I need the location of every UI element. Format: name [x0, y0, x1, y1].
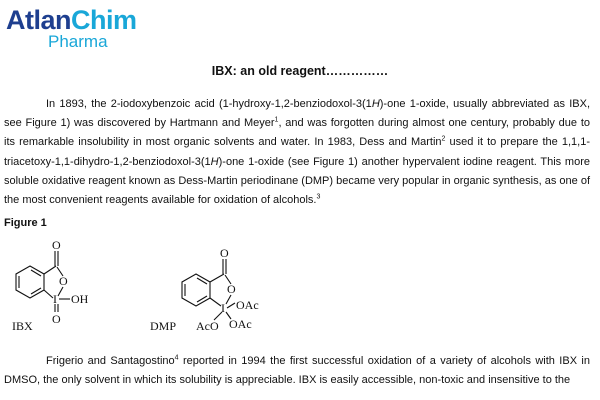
dmp-oac-1: OAc [236, 298, 259, 312]
ibx-benzene-ring [16, 266, 44, 298]
ref-1: 1 [274, 116, 279, 124]
ibx-hydroxyl: OH [71, 292, 89, 306]
ref-2: 2 [441, 135, 446, 143]
frigerio-paragraph [4, 352, 590, 390]
p1-text-4: used it to prepare the 1,1,1-triacetoxy-1,1-dihydro-1,2-benziodoxol-3(1 [4, 136, 590, 168]
dmp-c-carbonyl-bond [210, 274, 224, 282]
dmp-i-oac1-bond [227, 303, 235, 308]
ibx-ring-i-bond [44, 290, 53, 298]
dmp-name: DMP [150, 319, 177, 333]
atlanchim-logo [6, 2, 137, 54]
p1-italic-h-1: H [371, 98, 380, 110]
page-title: IBX: an old reagent…………… [211, 64, 389, 78]
ibx-iodine: I [53, 292, 57, 306]
dmp-oac-3: OAc [229, 317, 252, 331]
p1-text-2: )-one 1-oxide, usually abbreviated as IBX, see Figure 1) was discovered by Hartmann and Meyer [4, 98, 590, 130]
ibx-name: IBX [12, 319, 33, 333]
logo-wordmark [6, 6, 137, 34]
dmp-ring-o: O [227, 282, 236, 296]
ibx-oxide-o: O [52, 312, 61, 326]
p1-text-3: , and was forgotten during almost one century, probably due to its remarkable insolubility in most organic solvents and water. In 1983, Dess and Martin [4, 117, 590, 149]
figure-label: Figure 1 [4, 217, 47, 229]
figure-1-structures [0, 230, 600, 350]
ibx-ring-o: O [59, 274, 68, 288]
ref-4: 4 [174, 354, 179, 362]
ibx-c-carbonyl-bond [44, 266, 56, 274]
ref-3: 3 [316, 193, 321, 201]
dmp-iodine: I [221, 301, 225, 315]
intro-paragraph [4, 95, 590, 210]
dmp-benzene-ring [182, 274, 210, 306]
ibx-carbonyl-o: O [52, 238, 61, 252]
logo-part-chim: Chim [71, 5, 137, 35]
dmp-oac-2: AcO [196, 319, 219, 333]
p2-text-2: reported in 1994 the first successful oxidation of a variety of alcohols with IBX in DMSO, the only solvent in which its solubility is appreciable. IBX is easily accessible, non-toxic and insensitive to the [4, 355, 590, 387]
p1-italic-h-2: H [210, 155, 219, 168]
dmp-ring-i-bond [210, 298, 221, 306]
p1-text-5: )-one 1-oxide (see Figure 1) another hypervalent iodine reagent. This more soluble oxidative reagent known as Dess-Martin periodinane (DMP) became very popular in organic synthesis, as one of the most convenient reagents available for oxidation of alcohols. [4, 155, 590, 207]
ibx-o-i-bond [58, 287, 63, 296]
dmp-carbonyl-o: O [220, 246, 229, 260]
p1-text-1: In 1893, the 2-iodoxybenzoic acid (1-hydroxy-1,2-benziodoxol-3(1 [46, 98, 372, 110]
logo-part-atlan: Atlan [6, 5, 71, 35]
logo-subtitle: Pharma [48, 32, 108, 51]
p2-text-1: Frigerio and Santagostino [46, 355, 175, 367]
dmp-o-i-bond [226, 295, 231, 304]
